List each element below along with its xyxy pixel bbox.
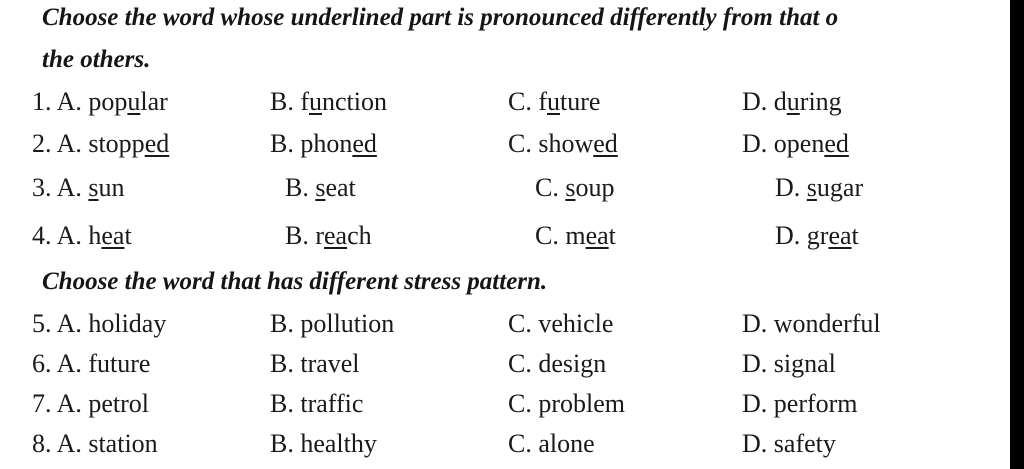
word-text: safety (767, 429, 836, 458)
option-d (742, 84, 842, 120)
question-number: 1. A. (32, 87, 82, 116)
word-text-end: t (851, 221, 859, 250)
word-text: traffic (293, 389, 364, 418)
word-text: gr (800, 221, 829, 250)
question-number: 7. A. (32, 389, 82, 418)
option-b (285, 170, 356, 206)
option-d (742, 426, 836, 462)
underlined-part: ed (352, 129, 377, 158)
option-letter: D. (775, 221, 801, 250)
option-d (775, 170, 863, 206)
option-c (508, 386, 625, 422)
question-number: 3. A. (32, 173, 82, 202)
word-text: petrol (81, 389, 149, 418)
question-row (0, 170, 1010, 206)
option-letter: B. (285, 173, 309, 202)
underlined-part: s (565, 173, 576, 202)
question-row (0, 306, 1010, 342)
option-letter: B. (270, 349, 294, 378)
option-b (270, 126, 377, 162)
question-number: 8. A. (32, 429, 82, 458)
option-a (32, 306, 166, 342)
option-letter: D. (742, 129, 768, 158)
page-edge-border (1010, 0, 1024, 469)
word-text-end: ch (347, 221, 372, 250)
option-a (32, 218, 132, 254)
question-number: 2. A. (32, 129, 82, 158)
word-text: h (81, 221, 102, 250)
question-number: 6. A. (32, 349, 82, 378)
option-c (535, 170, 614, 206)
word-text-end: nction (322, 87, 388, 116)
underlined-part: s (88, 173, 99, 202)
word-text: signal (767, 349, 836, 378)
word-text-end: eat (325, 173, 356, 202)
question-row (0, 218, 1010, 254)
word-text: pollution (293, 309, 395, 338)
word-text: f (293, 87, 310, 116)
option-letter: C. (535, 221, 559, 250)
option-d (775, 218, 859, 254)
question-number: 5. A. (32, 309, 82, 338)
word-text-end: ugar (816, 173, 864, 202)
option-c (508, 84, 600, 120)
word-text: problem (531, 389, 625, 418)
word-text: phon (293, 129, 353, 158)
word-text: wonderful (767, 309, 881, 338)
word-text-end: ture (560, 87, 601, 116)
option-d (742, 386, 858, 422)
option-letter: D. (742, 87, 768, 116)
option-letter: B. (270, 389, 294, 418)
word-text: perform (767, 389, 858, 418)
word-text: holiday (81, 309, 167, 338)
question-row (0, 386, 1010, 422)
option-a (32, 84, 168, 120)
section-1-heading: Choose the word whose underlined part is pronounced differently from that o (42, 4, 839, 31)
option-b (270, 426, 377, 462)
word-text: vehicle (531, 309, 614, 338)
question-number: 4. A. (32, 221, 82, 250)
option-a (32, 170, 124, 206)
word-text: r (308, 221, 325, 250)
underlined-part: u (547, 87, 561, 116)
question-row (0, 346, 1010, 382)
option-d (742, 306, 881, 342)
option-letter: D. (742, 389, 768, 418)
question-row (0, 84, 1010, 120)
option-letter: D. (775, 173, 801, 202)
option-c (508, 426, 595, 462)
underlined-part: ed (144, 129, 170, 158)
option-b (270, 306, 394, 342)
option-letter: B. (270, 129, 294, 158)
option-letter: B. (270, 429, 294, 458)
underlined-part: u (309, 87, 323, 116)
option-b (270, 346, 360, 382)
word-text: pop (81, 87, 128, 116)
option-c (508, 306, 613, 342)
word-text: show (531, 129, 594, 158)
word-text: f (531, 87, 548, 116)
option-letter: B. (270, 309, 294, 338)
option-letter: C. (535, 173, 559, 202)
section-2-heading: Choose the word that has different stress pattern. (42, 268, 548, 295)
word-text-end: ring (799, 87, 842, 116)
word-text: m (558, 221, 586, 250)
option-c (508, 346, 606, 382)
underlined-part: s (806, 173, 817, 202)
underlined-part: ea (828, 221, 852, 250)
section-1-heading-line2: the others. (42, 46, 151, 73)
word-text: open (767, 129, 825, 158)
option-letter: B. (270, 87, 294, 116)
option-letter: C. (508, 87, 532, 116)
option-letter: C. (508, 129, 532, 158)
underlined-part: ea (324, 221, 348, 250)
option-c (535, 218, 616, 254)
option-letter: C. (508, 309, 532, 338)
option-a (32, 386, 149, 422)
word-text: travel (293, 349, 360, 378)
option-b (270, 386, 363, 422)
question-row (0, 126, 1010, 162)
option-a (32, 126, 169, 162)
word-text-end: t (608, 221, 616, 250)
word-text: alone (531, 429, 595, 458)
option-d (742, 126, 849, 162)
underlined-part: s (315, 173, 326, 202)
option-a (32, 426, 158, 462)
word-text: future (81, 349, 151, 378)
option-letter: D. (742, 309, 768, 338)
underlined-part: u (786, 87, 800, 116)
option-b (285, 218, 372, 254)
option-letter: D. (742, 349, 768, 378)
underlined-part: ea (101, 221, 125, 250)
word-text-end: lar (140, 87, 168, 116)
word-text-end: oup (575, 173, 615, 202)
option-letter: D. (742, 429, 768, 458)
option-letter: C. (508, 429, 532, 458)
underlined-part: ed (824, 129, 849, 158)
option-letter: B. (285, 221, 309, 250)
word-text: healthy (293, 429, 377, 458)
word-text: design (531, 349, 607, 378)
underlined-part: ea (585, 221, 609, 250)
option-c (508, 126, 618, 162)
option-letter: C. (508, 389, 532, 418)
option-letter: C. (508, 349, 532, 378)
word-text: station (81, 429, 158, 458)
option-d (742, 346, 836, 382)
word-text-end: t (124, 221, 132, 250)
word-text: d (767, 87, 787, 116)
underlined-part: ed (593, 129, 618, 158)
underlined-part: u (127, 87, 141, 116)
question-row (0, 426, 1010, 462)
option-a (32, 346, 150, 382)
word-text: stopp (81, 129, 145, 158)
word-text-end: un (98, 173, 125, 202)
option-b (270, 84, 387, 120)
